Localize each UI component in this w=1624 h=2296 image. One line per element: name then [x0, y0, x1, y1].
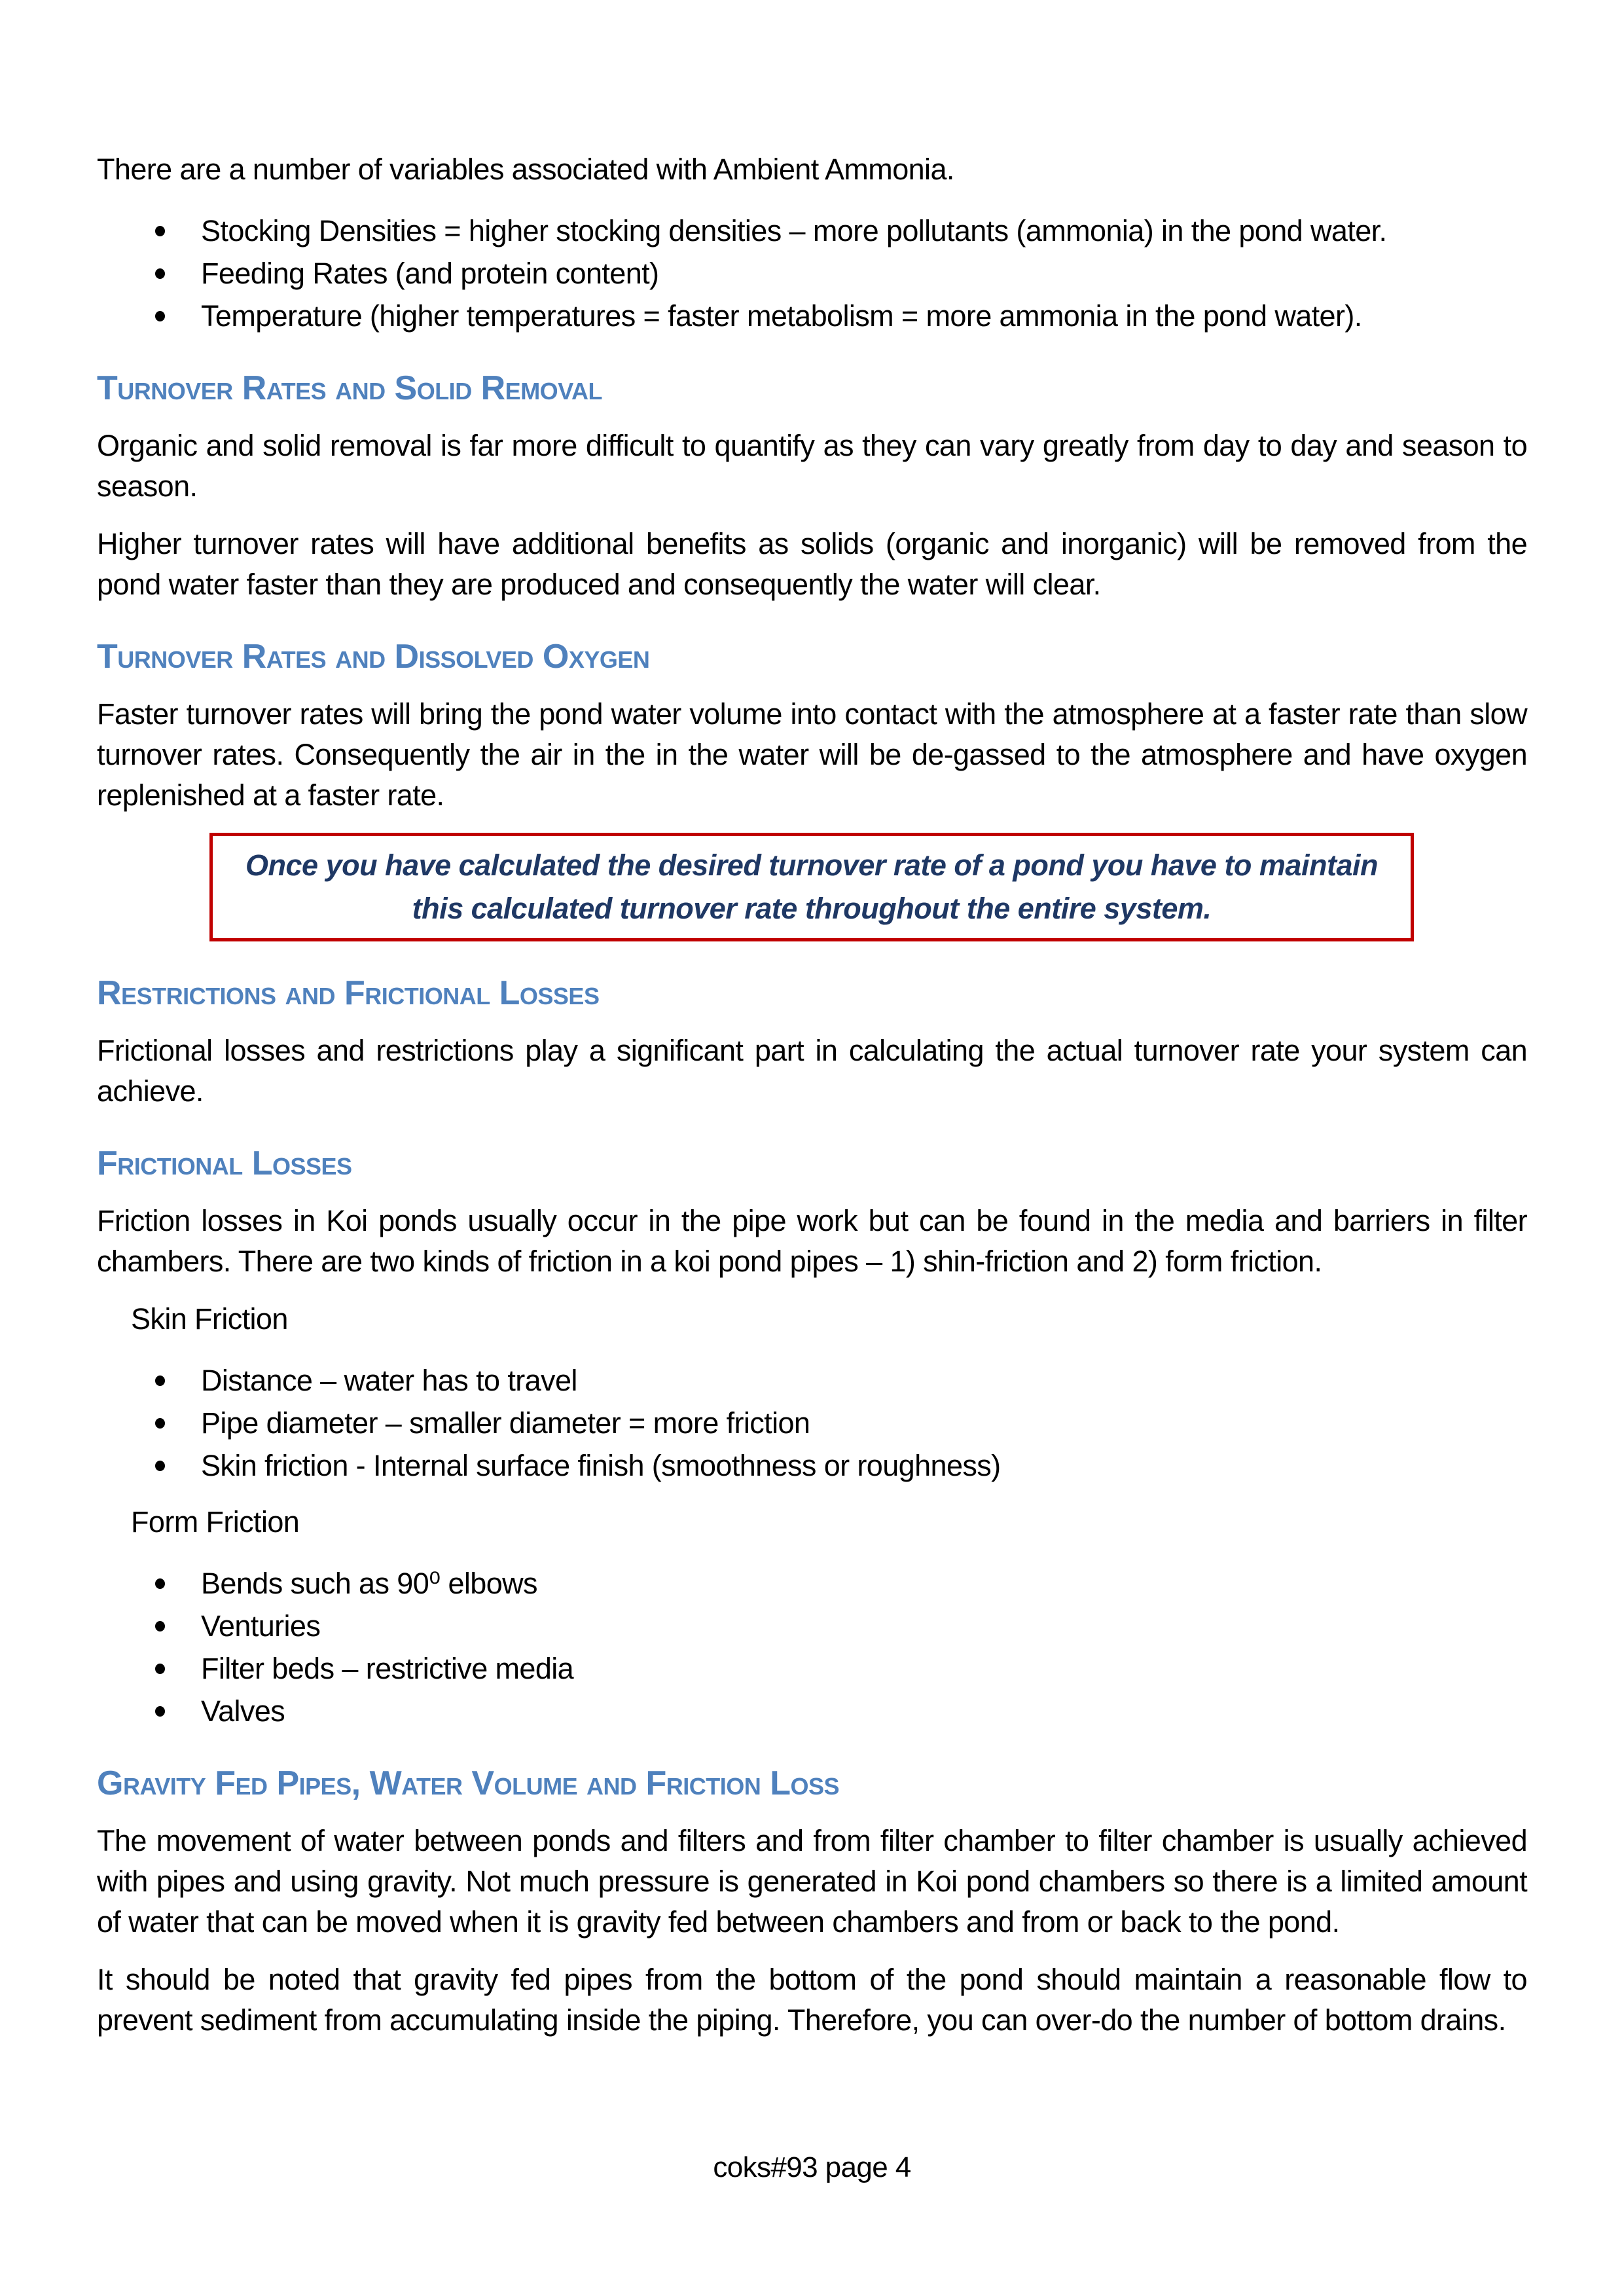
list-item-text: Feeding Rates (and protein content): [201, 257, 659, 290]
bullet-icon: [155, 1461, 165, 1471]
list-item-text: Filter beds – restrictive media: [201, 1652, 574, 1685]
list-item: [97, 1691, 1527, 1732]
callout-box: [209, 833, 1414, 941]
section-heading-gravity-fed-pipes: Gravity Fed Pipes, Water Volume and Friction Loss: [97, 1764, 839, 1802]
section-heading-frictional-losses: Frictional Losses: [97, 1144, 352, 1182]
section-heading-restrictions-frictional-losses: Restrictions and Frictional Losses: [97, 974, 600, 1012]
body-paragraph: The movement of water between ponds and filters and from filter chamber to filter chamber is usually achieved with pipes and using gravity. Not much pressure is generated in Koi pond chambers so there is a limited amount of water that can be moved when it is gravity fed between chambers and from or back to the pond.: [97, 1824, 1527, 1939]
bullet-icon: [155, 268, 165, 279]
body-paragraph: Faster turnover rates will bring the pond water volume into contact with the atmosphere at a faster rate than slow turnover rates. Consequently the air in the in the water will be de-gassed to the atmosphere and have oxygen replenished at a faster rate.: [97, 697, 1527, 812]
list-item: [97, 211, 1527, 251]
list-item-text: Temperature (higher temperatures = faster metabolism = more ammonia in the pond water).: [201, 299, 1362, 333]
bullet-icon: [155, 1706, 165, 1717]
list-item: [97, 1649, 1527, 1689]
body-paragraph: It should be noted that gravity fed pipes from the bottom of the pond should maintain a reasonable flow to prevent sediment from accumulating inside the piping. Therefore, you can over-do the number of bottom drains.: [97, 1963, 1527, 2037]
ammonia-variables-list: [97, 211, 1527, 337]
list-item-text: Distance – water has to travel: [201, 1364, 577, 1397]
list-item: [97, 1360, 1527, 1401]
list-item: [97, 1403, 1527, 1444]
list-item-text: Pipe diameter – smaller diameter = more friction: [201, 1406, 810, 1440]
bullet-icon: [155, 1578, 165, 1589]
list-item: [97, 1446, 1527, 1486]
sub-label-skin-friction: Skin Friction: [131, 1302, 288, 1336]
bullet-icon: [155, 226, 165, 236]
list-item: [97, 296, 1527, 337]
bullet-icon: [155, 311, 165, 321]
section-heading-turnover-dissolved-oxygen: Turnover Rates and Dissolved Oxygen: [97, 638, 650, 676]
sub-label-form-friction: Form Friction: [131, 1505, 300, 1539]
callout-text: Once you have calculated the desired turnover rate of a pond you have to maintain this calculated turnover rate throughout the entire system.: [245, 848, 1378, 925]
body-paragraph: Higher turnover rates will have additional benefits as solids (organic and inorganic) will be removed from the pond water faster than they are produced and consequently the water will clear.: [97, 527, 1527, 601]
bullet-icon: [155, 1621, 165, 1631]
page-footer: coks#93 page 4: [713, 2151, 911, 2183]
section-heading-turnover-solid-removal: Turnover Rates and Solid Removal: [97, 369, 603, 407]
list-item-text: Stocking Densities = higher stocking densities – more pollutants (ammonia) in the pond water.: [201, 214, 1387, 247]
skin-friction-list: [97, 1360, 1527, 1486]
body-paragraph: Organic and solid removal is far more difficult to quantify as they can vary greatly from day to day and season to season.: [97, 429, 1527, 503]
bullet-icon: [155, 1376, 165, 1386]
list-item-text: Venturies: [201, 1609, 321, 1643]
bullet-icon: [155, 1664, 165, 1674]
bullet-icon: [155, 1418, 165, 1429]
list-item: [97, 1563, 1527, 1604]
list-item-text: Bends such as 90⁰ elbows: [201, 1567, 537, 1600]
body-paragraph: Friction losses in Koi ponds usually occur in the pipe work but can be found in the media and barriers in filter chambers. There are two kinds of friction in a koi pond pipes – 1) shin-friction and 2) form friction.: [97, 1204, 1527, 1278]
list-item-text: Skin friction - Internal surface finish (smoothness or roughness): [201, 1449, 1001, 1482]
list-item-text: Valves: [201, 1694, 285, 1728]
intro-paragraph: There are a number of variables associated with Ambient Ammonia.: [97, 153, 954, 186]
form-friction-list: [97, 1563, 1527, 1732]
list-item: [97, 1606, 1527, 1647]
body-paragraph: Frictional losses and restrictions play a significant part in calculating the actual turnover rate your system can achieve.: [97, 1034, 1527, 1108]
list-item: [97, 253, 1527, 294]
